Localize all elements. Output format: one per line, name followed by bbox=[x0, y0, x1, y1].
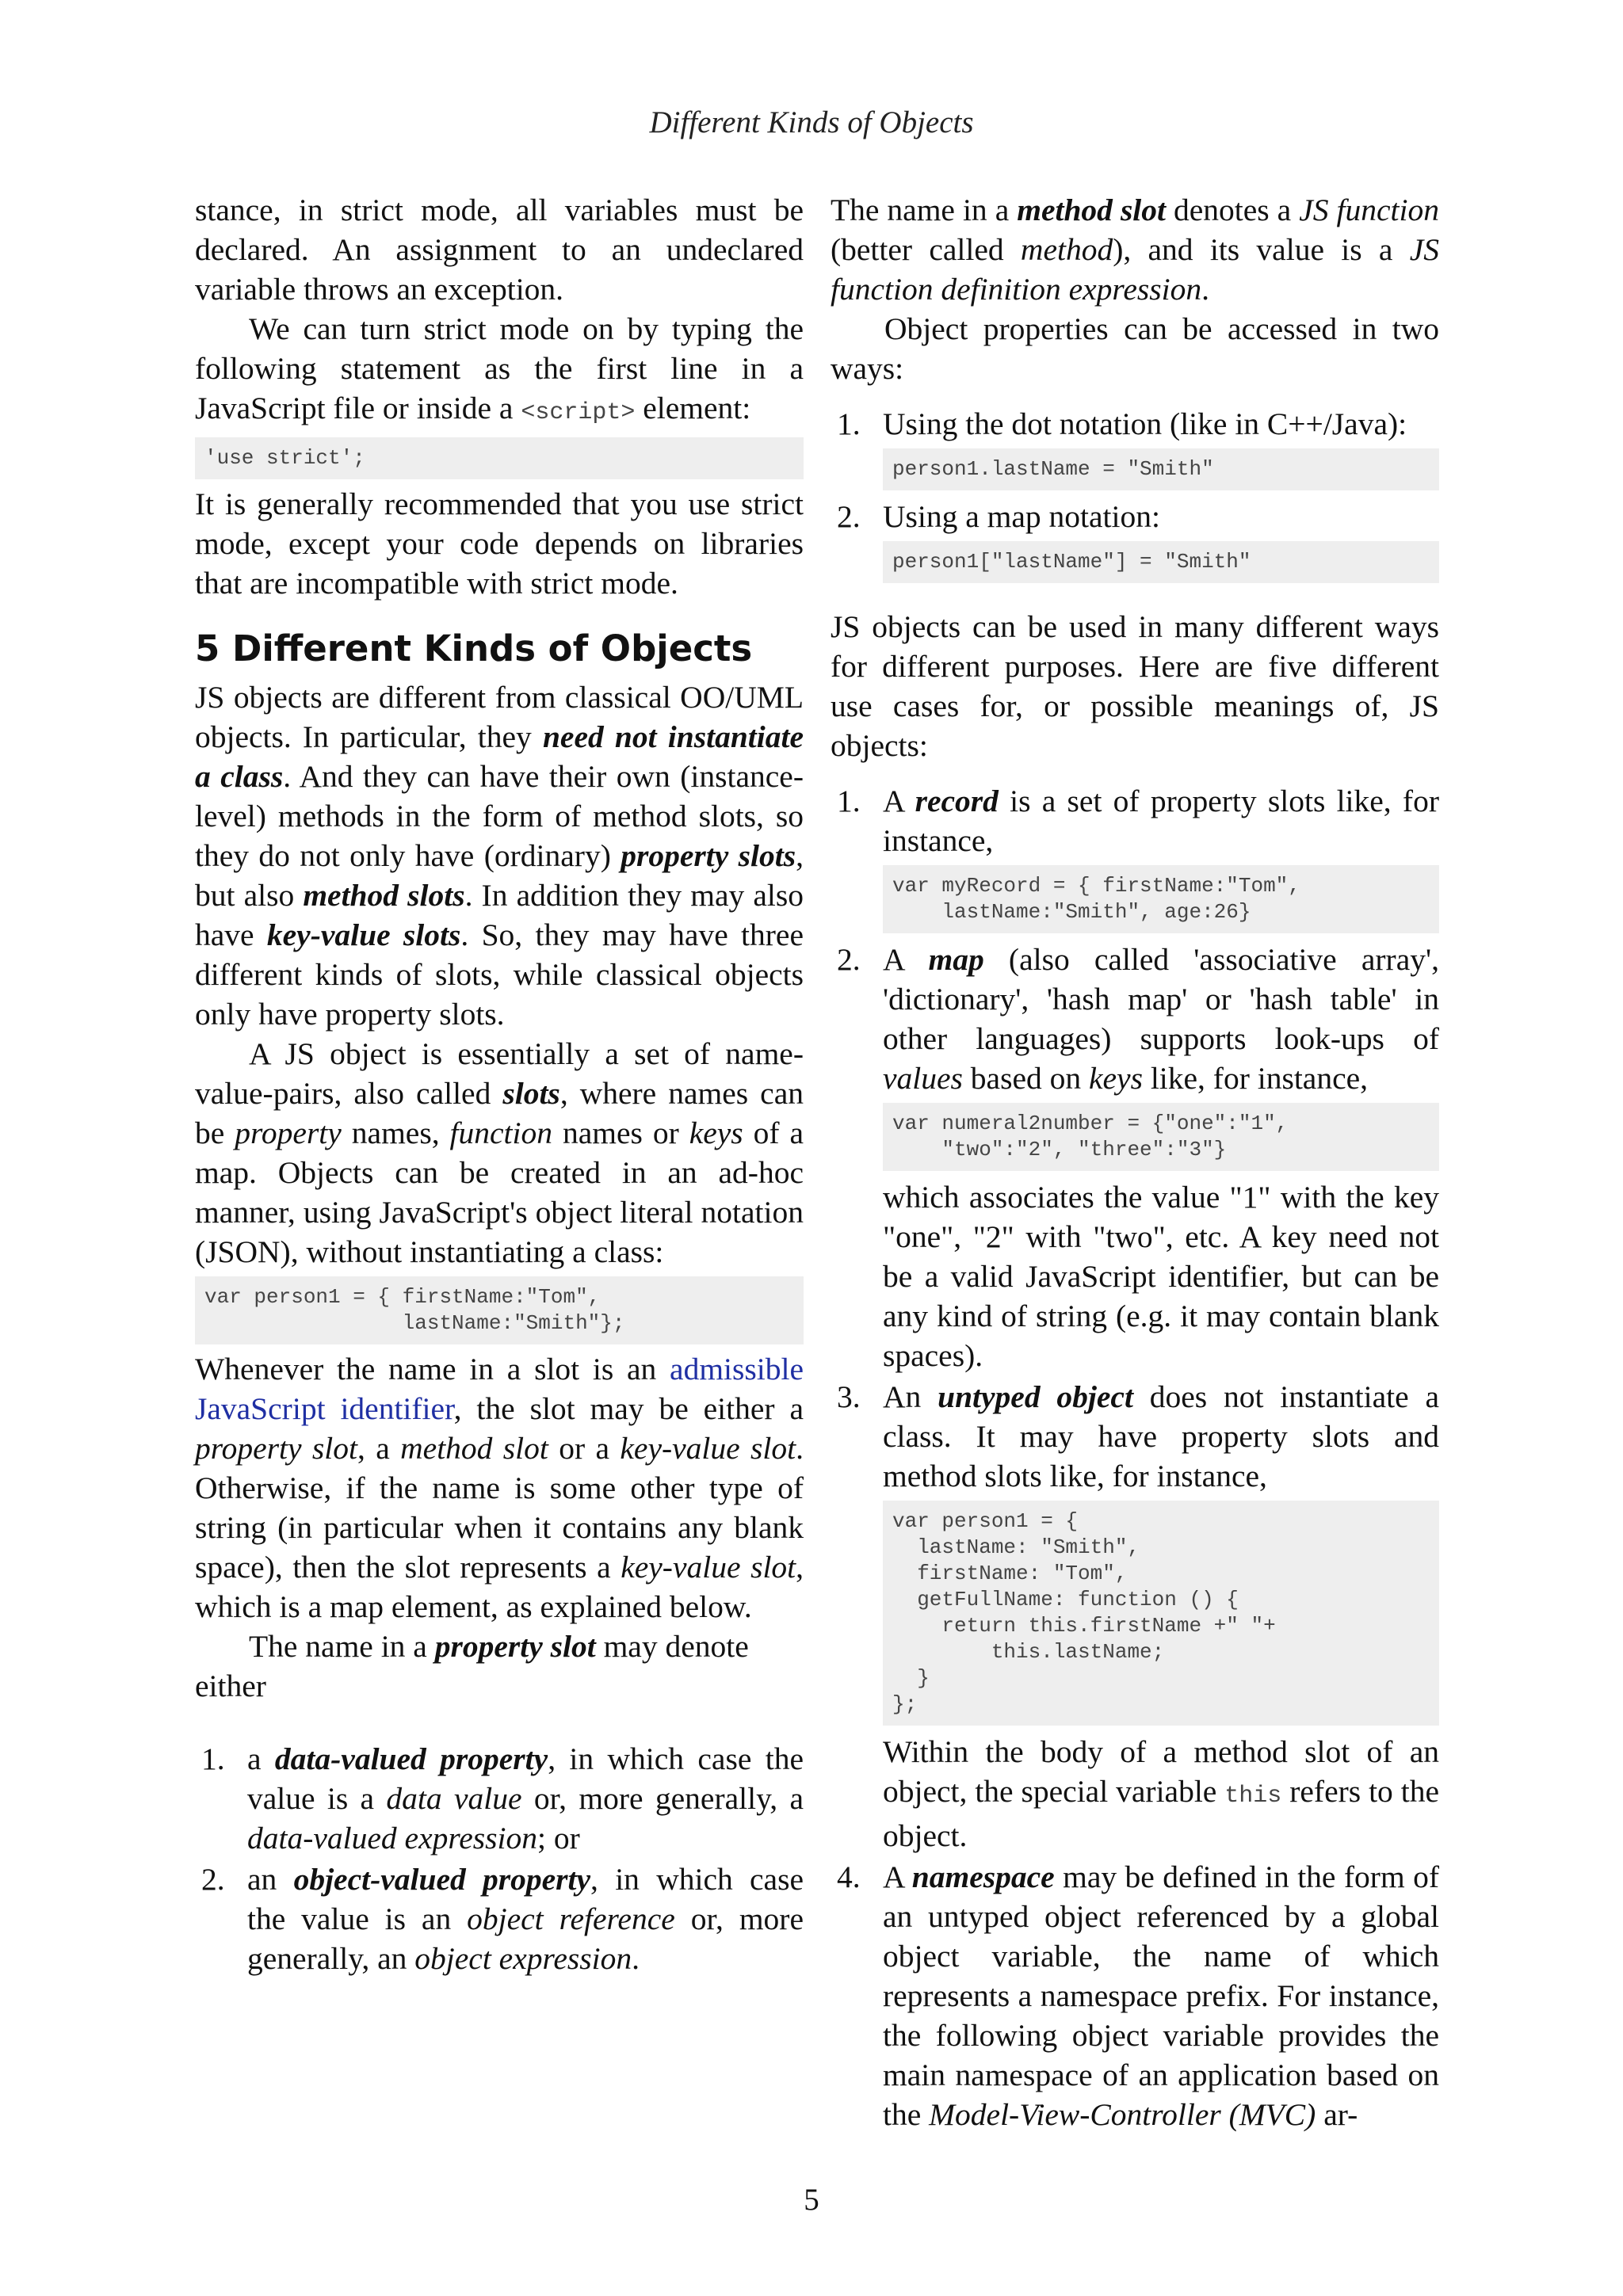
italic-term: method slot bbox=[400, 1431, 548, 1466]
italic-term: data-valued expression bbox=[247, 1821, 538, 1855]
paragraph: The name in a method slot denotes a JS function (better called method), and its value is a JS function definition expression. bbox=[831, 193, 1439, 307]
page-number: 5 bbox=[804, 2183, 819, 2217]
emphasis: map bbox=[928, 942, 984, 977]
paragraph: We can turn strict mode on by typing the following statement as the first line in a JavaScript file or inside a <script> element: bbox=[195, 311, 804, 426]
list-item: 2. A map (also called 'associative array', 'dictionary', 'hash map' or 'hash table' in other languages) supports look-ups of values based on keys like, for instance, var numeral2number = {"one":"1", "two":"2", "three":"3"} which associates the value "1" with the key "one", "2" with "two", etc. A key need not be a valid JavaScript identifier, but can be any kind of string (e.g. it may contain blank spaces). bbox=[831, 940, 1439, 1375]
paragraph: Object properties can be accessed in two ways: bbox=[831, 311, 1439, 386]
italic-term: data value bbox=[386, 1781, 522, 1816]
emphasis: property slots bbox=[621, 838, 796, 873]
list-item: 4. A namespace may be defined in the form of an untyped object referenced by a global object variable, the name of which represents a namespace prefix. For instance, the following object variable provides the main namespace of an application based on the Model-View-Controller (MVC) ar- bbox=[837, 1859, 1439, 2132]
italic-term: object expression bbox=[414, 1941, 632, 1976]
paragraph: It is generally recommended that you use strict mode, except your code depends on libraries that are incompatible with strict mode. bbox=[195, 486, 804, 601]
running-header: Different Kinds of Objects bbox=[649, 105, 974, 139]
inline-code: <script> bbox=[521, 399, 636, 426]
italic-term: keys bbox=[1088, 1061, 1143, 1096]
list-item: 2. Using a map notation: person1["lastName"] = "Smith" bbox=[831, 497, 1439, 583]
emphasis: need not instantiate a class bbox=[195, 719, 804, 794]
emphasis: key-value slots bbox=[266, 917, 461, 952]
emphasis: untyped object bbox=[938, 1379, 1133, 1414]
paragraph: Within the body of a method slot of an object, the special variable this refers to the object. bbox=[883, 1734, 1439, 1853]
paragraph: stance, in strict mode, all variables must be declared. An assignment to an undeclared variable throws an exception. bbox=[195, 193, 804, 307]
list-item: 1. a data-valued property, in which case the value is a data value or, more generally, a data-valued expression; or bbox=[201, 1741, 804, 1855]
italic-term: JS function bbox=[1299, 193, 1439, 227]
code-block: var person1 = { firstName:"Tom", lastName:"Smith"}; bbox=[195, 1276, 804, 1344]
italic-term: key-value slot bbox=[621, 1550, 796, 1585]
code-block: 'use strict'; bbox=[195, 437, 804, 479]
emphasis: property slot bbox=[434, 1629, 596, 1664]
left-column bbox=[195, 190, 804, 1980]
list-item: 2. an object-valued property, in which case the value is an object reference or, more generally, an object expression. bbox=[201, 1862, 804, 1976]
italic-term: object reference bbox=[467, 1901, 675, 1936]
list-item: 1. Using the dot notation (like in C++/Java): person1.lastName = "Smith" bbox=[831, 404, 1439, 490]
code-block: var person1 = { lastName: "Smith", firstName: "Tom", getFullName: function () { return this.firstName +" "+ this.lastName; } }; bbox=[883, 1501, 1439, 1726]
access-list bbox=[831, 404, 1439, 583]
paragraph: Whenever the name in a slot is an admissible JavaScript identifier, the slot may be either a property slot, a method slot or a key-value slot. Otherwise, if the name is some other type of string (in particular when it contains any blank space), then the slot represents a key-value slot, which is a map element, as explained below. bbox=[195, 1352, 804, 1624]
inline-code: this bbox=[1224, 1783, 1282, 1810]
use-cases-list bbox=[831, 781, 1439, 2134]
italic-term: key-value slot bbox=[620, 1431, 796, 1466]
italic-term: keys bbox=[689, 1116, 743, 1150]
list-item: 1. A record is a set of property slots like, for instance, var myRecord = { firstName:"Tom", lastName:"Smith", age:26} bbox=[831, 781, 1439, 933]
code-block: person1.lastName = "Smith" bbox=[883, 448, 1439, 490]
italic-term: function bbox=[449, 1116, 552, 1150]
identifier-link[interactable]: admissible JavaScript identifier bbox=[195, 1352, 804, 1426]
emphasis: object-valued property bbox=[293, 1862, 591, 1897]
list-item: 3. An untyped object does not instantiate a class. It may have property slots and method slots like, for instance, var person1 = { lastName: "Smith", firstName: "Tom", getFullName: function () { return this.firstName +" "+ this.lastName; } }; Within the body of a method slot of an object, the special variable this refers to the object. bbox=[831, 1377, 1439, 1855]
emphasis: method slots bbox=[303, 878, 465, 913]
italic-term: method bbox=[1020, 232, 1113, 267]
emphasis: data-valued property bbox=[274, 1741, 548, 1776]
paragraph: The name in a property slot may denote either bbox=[195, 1629, 749, 1703]
emphasis: record bbox=[915, 784, 999, 818]
code-block: var myRecord = { firstName:"Tom", lastName:"Smith", age:26} bbox=[883, 865, 1439, 933]
italic-term: property bbox=[235, 1116, 342, 1150]
paragraph: JS objects are different from classical OO/UML objects. In particular, they need not instantiate a class. And they can have their own (instance-level) methods in the form of method slots, so they do not only have (ordinary) property slots, but also method slots. In addition they may also have key-value slots. So, they may have three different kinds of slots, while classical objects only have property slots. bbox=[195, 680, 804, 1032]
code-block: var numeral2number = {"one":"1", "two":"2", "three":"3"} bbox=[883, 1103, 1439, 1171]
property-kinds-list bbox=[195, 1739, 804, 1978]
right-column bbox=[831, 190, 1439, 2136]
paragraph: which associates the value "1" with the key "one", "2" with "two", etc. A key need not be a valid JavaScript identifier, but can be any kind of string (e.g. it may contain blank spaces). bbox=[883, 1180, 1439, 1373]
italic-term: property slot bbox=[195, 1431, 357, 1466]
paragraph: A JS object is essentially a set of name-value-pairs, also called slots, where names can be property names, function names or keys of a map. Objects can be created in an ad-hoc manner, using JavaScript's object literal notation (JSON), without instantiating a class: bbox=[195, 1036, 804, 1269]
italic-term: JS function definition expression bbox=[831, 232, 1439, 307]
italic-term: values bbox=[883, 1061, 963, 1096]
emphasis: namespace bbox=[911, 1859, 1055, 1894]
italic-term: Model-View-Controller (MVC) bbox=[929, 2097, 1316, 2132]
code-block: person1["lastName"] = "Smith" bbox=[883, 541, 1439, 583]
paragraph: JS objects can be used in many different ways for different purposes. Here are five different use cases for, or possible meanings of, JS objects: bbox=[831, 609, 1439, 763]
emphasis: slots bbox=[502, 1076, 560, 1111]
emphasis: method slot bbox=[1017, 193, 1167, 227]
section-heading: 5 Different Kinds of Objects bbox=[195, 627, 753, 669]
